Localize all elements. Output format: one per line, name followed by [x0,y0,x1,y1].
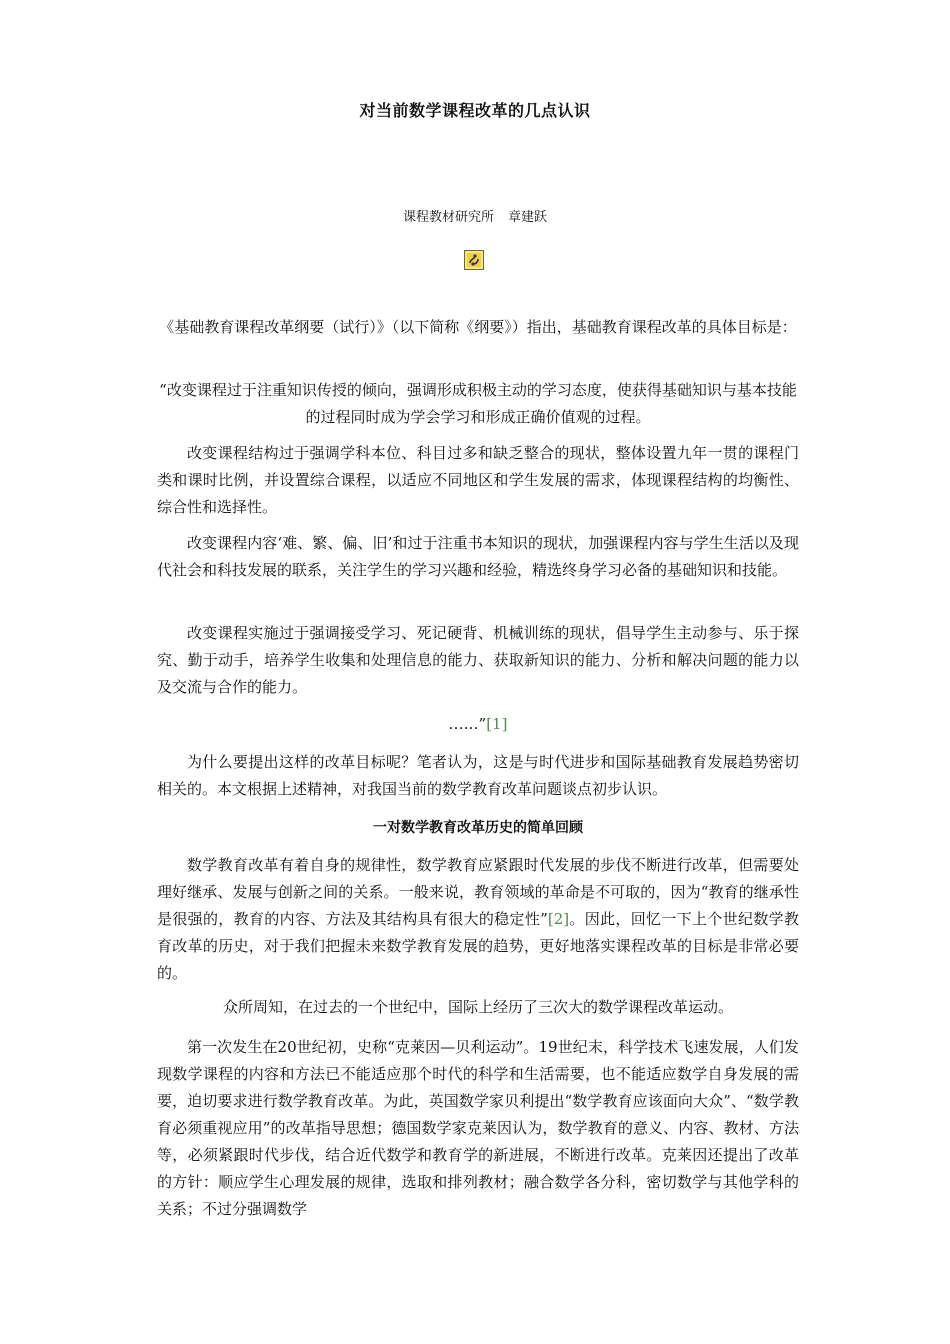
paragraph-three-reforms: 众所周知，在过去的一个世纪中，国际上经历了三次大的数学课程改革运动。 [222,998,733,1016]
quote-paragraph-2: 改变课程结构过于强调学科本位、科目过多和缺乏整合的现状，整体设置九年一贯的课程门类和课时比例，并设置综合课程，以适应不同地区和学生发展的需求，体现课程结构的均衡性、综合性和选择性。 [157,444,799,516]
quote-ellipsis [157,711,799,738]
page-title: 对当前数学课程改革的几点认识 [359,101,591,120]
author-name: 章建跃 [508,210,548,225]
intro-paragraph: 《基础教育课程改革纲要（试行）》（以下简称《纲要》）指出，基础教育课程改革的具体目标是： [159,318,797,336]
history-text-b: 。因此，回忆一下上个世纪数学教育改革的历史，对于我们把握未来数学教育发展的趋势，更好地落实课程改革的目标是非常必要的。 [157,910,799,982]
section-heading-1: 一对数学教育改革历史的简单回顾 [373,820,583,836]
document-link-icon[interactable] [464,250,484,270]
paragraph-history [157,852,799,987]
citation-link-2[interactable]: [2] [547,910,570,928]
quote-paragraph-4: 改变课程实施过于强调接受学习、死记硬背、机械训练的现状，倡导学生主动参与、乐于探究、勤于动手，培养学生收集和处理信息的能力、获取新知识的能力、分析和解决问题的能力以及交流与合作的能力。 [157,624,799,696]
author-affiliation: 课程教材研究所 [402,210,494,225]
paragraph-why: 为什么要提出这样的改革目标呢？笔者认为，这是与时代进步和国际基础教育发展趋势密切相关的。本文根据上述精神，对我国当前的数学教育改革问题谈点初步认识。 [157,753,799,798]
ellipsis-text: ……” [448,715,487,733]
author-line [0,206,950,225]
quote-paragraph-3: 改变课程内容‘难、繁、偏、旧’和过于注重书本知识的现状，加强课程内容与学生生活以及现代社会和科技发展的联系，关注学生的学习兴趣和经验，精选终身学习必备的基础知识和技能。 [157,534,799,579]
history-text-a: 数学教育改革有着自身的规律性，数学教育应紧跟时代发展的步伐不断进行改革，但需要处理好继承、发展与创新之间的关系。一般来说，教育领域的革命是不可取的，因为“教育的继承性是很强的，教育的内容、方法及其结构具有很大的稳定性” [157,856,799,928]
quote-paragraph-1: “改变课程过于注重知识传授的倾向，强调形成积极主动的学习态度，使获得基础知识与基本技能的过程同时成为学会学习和形成正确价值观的过程。 [159,381,797,426]
paragraph-first-reform: 第一次发生在20世纪初，史称“克莱因—贝利运动”。19世纪末，科学技术飞速发展，人们发现数学课程的内容和方法已不能适应那个时代的科学和生活需要，也不能适应数学自身发展的需要，迫切要求进行数学教育改革。为此，英国数学家贝利提出“数学教育应该面向大众”、“数学教育必须重视应用”的改革指导思想；德国数学家克莱因认为，数学教育的意义、内容、教材、方法等，必须紧跟时代步伐，结合近代数学和教育学的新进展，不断进行改革。克莱因还提出了改革的方针：顺应学生心理发展的规律，选取和排列教材；融合数学各分科，密切数学与其他学科的关系；不过分强调数学 [157,1038,799,1218]
citation-link-1[interactable]: [1] [486,715,508,733]
